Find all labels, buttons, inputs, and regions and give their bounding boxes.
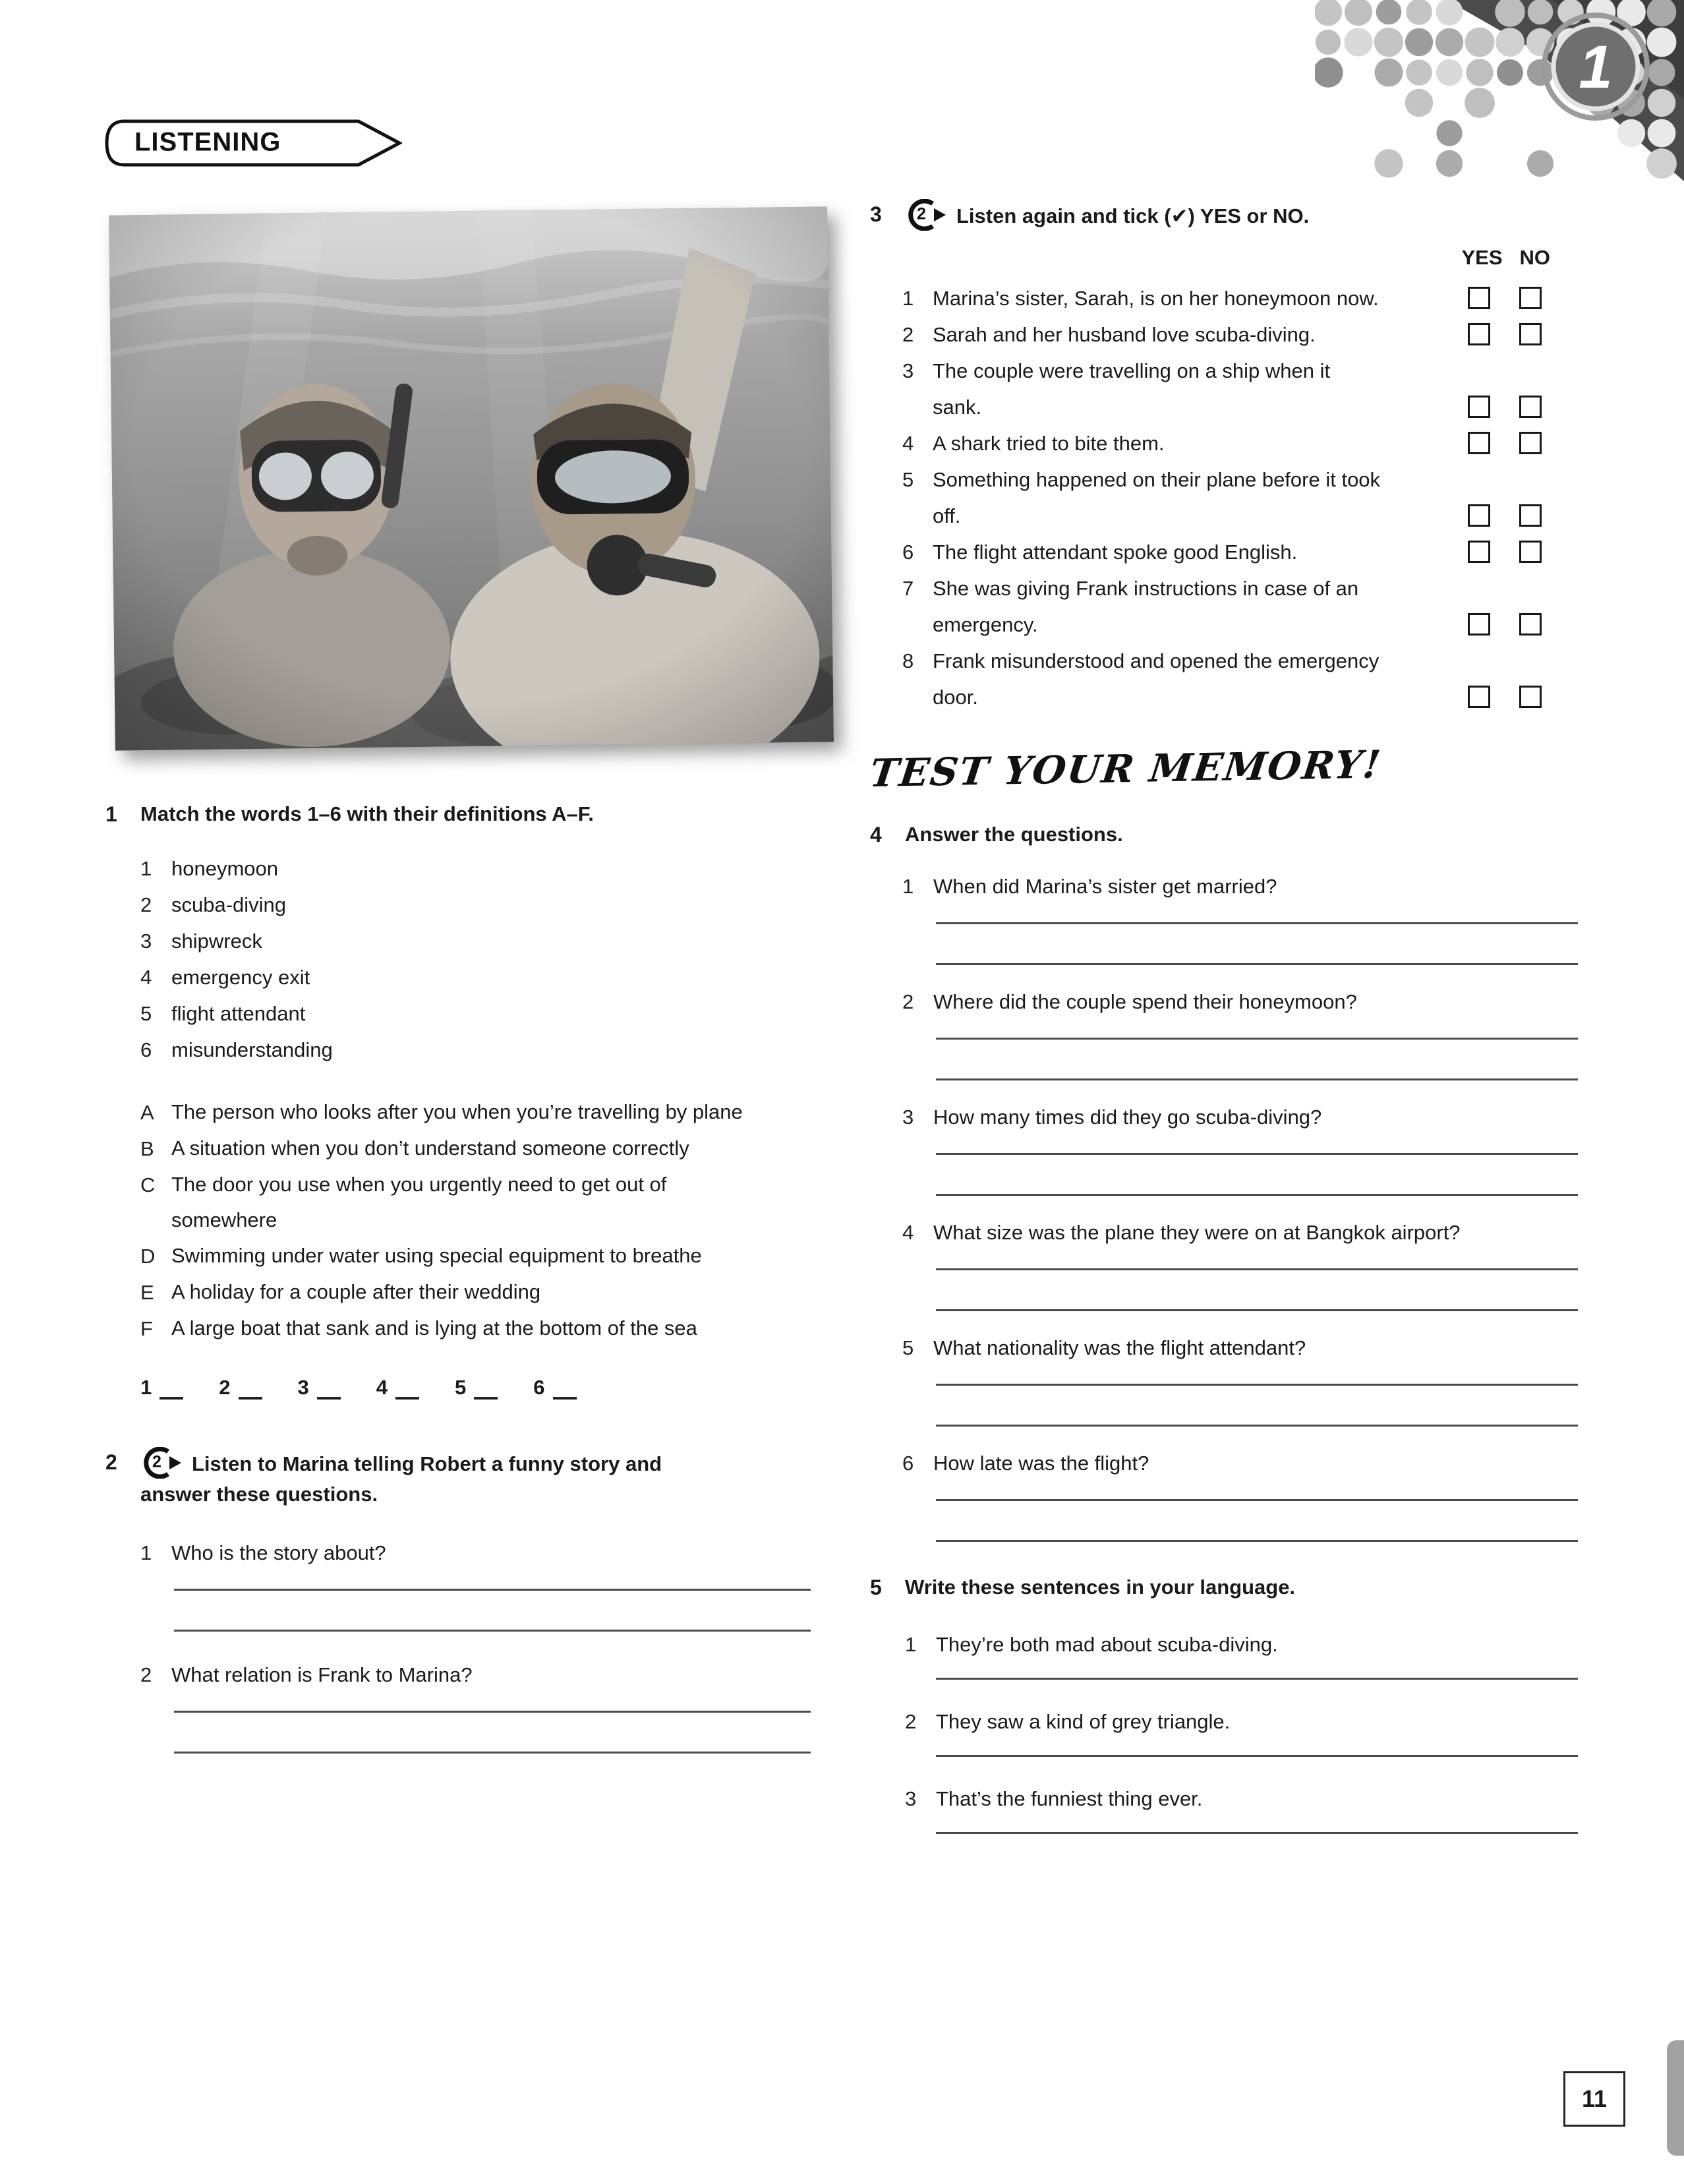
answer-slot xyxy=(140,1376,183,1400)
question-block xyxy=(870,868,1583,965)
answer-slot xyxy=(219,1376,262,1400)
question xyxy=(870,1445,1583,1481)
sentence xyxy=(870,1626,1583,1663)
yes-checkbox[interactable] xyxy=(1468,323,1490,345)
exercise-number: 1 xyxy=(105,802,117,826)
question-number: 5 xyxy=(902,1336,914,1359)
answer-blank[interactable] xyxy=(160,1377,183,1400)
page-edge-tab xyxy=(1667,2040,1684,2156)
question-block xyxy=(870,1214,1583,1311)
exercise-4 xyxy=(870,819,1583,1542)
answer-line[interactable] xyxy=(936,904,1578,924)
question-text: What nationality was the flight attendant? xyxy=(933,1336,1306,1359)
no-checkbox[interactable] xyxy=(1519,504,1542,527)
sentence xyxy=(870,1703,1583,1740)
checkbox-pair xyxy=(1468,504,1542,534)
answer-blank[interactable] xyxy=(395,1377,419,1400)
word-item xyxy=(105,995,816,1032)
exercise3-header xyxy=(870,199,1583,231)
section-title-banner xyxy=(104,119,402,167)
yes-no-item xyxy=(870,570,1583,643)
question xyxy=(870,1099,1583,1135)
item-text: Marina’s sister, Sarah, is on her honeymoon now. xyxy=(933,287,1379,310)
underwater-selfie-illustration xyxy=(109,206,834,750)
left-column xyxy=(105,799,816,1754)
sentence-text: They saw a kind of grey triangle. xyxy=(936,1710,1231,1733)
item-number: 1 xyxy=(902,287,914,310)
definition-item xyxy=(105,1167,816,1238)
no-checkbox[interactable] xyxy=(1519,287,1542,309)
question xyxy=(870,1214,1583,1251)
slot-number: 6 xyxy=(533,1376,545,1399)
word-text: emergency exit xyxy=(171,966,310,989)
question-number: 2 xyxy=(902,990,914,1013)
yes-checkbox[interactable] xyxy=(1468,287,1490,309)
no-checkbox[interactable] xyxy=(1519,396,1542,418)
question-text: What relation is Frank to Marina? xyxy=(171,1663,473,1686)
item-text: The couple were travelling on a ship when it sank. xyxy=(933,359,1331,419)
yes-no-list xyxy=(870,280,1583,715)
definition-letter: D xyxy=(140,1245,156,1268)
question-number: 3 xyxy=(902,1106,914,1129)
slot-number: 5 xyxy=(455,1376,467,1399)
sentence xyxy=(870,1781,1583,1817)
yes-no-item xyxy=(870,280,1583,316)
answer-line[interactable] xyxy=(174,1591,811,1632)
exercise-title xyxy=(140,1447,734,1510)
question-text: How many times did they go scuba-diving? xyxy=(933,1106,1322,1129)
answer-line[interactable] xyxy=(936,924,1578,965)
question-block xyxy=(105,1535,816,1632)
sentence-block xyxy=(870,1626,1583,1680)
question xyxy=(105,1657,816,1693)
answer-line[interactable] xyxy=(936,1501,1578,1542)
unit-number-badge xyxy=(1544,15,1647,118)
slot-number: 1 xyxy=(140,1376,152,1399)
word-item xyxy=(105,850,816,887)
exercise-title: Answer the questions. xyxy=(905,823,1123,846)
answer-line[interactable] xyxy=(174,1571,811,1591)
yes-checkbox[interactable] xyxy=(1468,396,1490,418)
item-number: 3 xyxy=(902,359,914,382)
answer-line[interactable] xyxy=(936,1155,1578,1196)
definition-letter: F xyxy=(140,1317,153,1340)
word-number: 5 xyxy=(140,1002,152,1025)
definition-item xyxy=(105,1311,816,1347)
right-column xyxy=(867,199,1583,1834)
section-title: LISTENING xyxy=(134,127,281,157)
yes-no-column-headers xyxy=(870,245,1550,271)
item-text: A shark tried to bite them. xyxy=(933,432,1165,455)
item-number: 5 xyxy=(902,468,914,491)
question-number: 1 xyxy=(902,875,914,898)
question-number: 4 xyxy=(902,1221,914,1244)
exercise-5 xyxy=(870,1572,1583,1834)
item-number: 4 xyxy=(902,432,914,455)
item-text: Frank misunderstood and opened the emergency door. xyxy=(933,649,1379,709)
question-block xyxy=(870,1445,1583,1542)
word-text: scuba-diving xyxy=(171,893,287,916)
question-block xyxy=(870,1330,1583,1427)
slot-number: 4 xyxy=(376,1376,388,1399)
question-block xyxy=(870,984,1583,1080)
item-number: 8 xyxy=(902,649,914,672)
exercise4-header xyxy=(870,819,1583,850)
definition-list xyxy=(105,1094,816,1347)
unit-number: 1 xyxy=(1579,34,1613,101)
sentence-text: They’re both mad about scuba-diving. xyxy=(936,1633,1278,1656)
answer-line[interactable] xyxy=(936,1040,1578,1080)
item-text: She was giving Frank instructions in case of an emergency. xyxy=(933,577,1359,636)
sentence-block xyxy=(870,1703,1583,1757)
answer-blank[interactable] xyxy=(239,1377,262,1400)
definition-text: A large boat that sank and is lying at the bottom of the sea xyxy=(171,1316,697,1340)
yes-no-item xyxy=(870,316,1583,353)
word-text: honeymoon xyxy=(171,857,279,880)
audio-track-number: 2 xyxy=(152,1452,161,1471)
audio-track-icon xyxy=(905,199,948,231)
yes-no-item xyxy=(870,643,1583,715)
no-checkbox[interactable] xyxy=(1519,432,1542,454)
answer-slot xyxy=(533,1376,576,1400)
item-text: Something happened on their plane before it took off. xyxy=(933,468,1381,527)
word-number: 4 xyxy=(140,966,152,989)
word-number: 3 xyxy=(140,930,152,953)
answer-slot xyxy=(298,1376,341,1400)
definition-letter: E xyxy=(140,1281,154,1304)
checkbox-pair xyxy=(1468,686,1542,715)
exercise-title: Match the words 1–6 with their definitions A–F. xyxy=(140,802,594,825)
definition-letter: A xyxy=(140,1101,154,1124)
word-item xyxy=(105,959,816,995)
no-checkbox[interactable] xyxy=(1519,323,1542,345)
word-text: flight attendant xyxy=(171,1002,306,1025)
audio-track-icon xyxy=(140,1447,184,1479)
definition-text: The person who looks after you when you’re travelling by plane xyxy=(171,1100,743,1123)
word-text: shipwreck xyxy=(171,930,262,953)
exercise2-header xyxy=(105,1447,816,1510)
word-text: misunderstanding xyxy=(171,1038,333,1061)
corner-decoration xyxy=(1315,0,1684,198)
definition-text: A situation when you don’t understand someone correctly xyxy=(171,1136,689,1160)
sentence-block xyxy=(870,1781,1583,1834)
checkbox-pair xyxy=(1468,287,1542,316)
yes-column-label: YES xyxy=(1461,246,1503,269)
definition-item xyxy=(105,1238,816,1274)
answer-slot xyxy=(455,1376,498,1400)
item-text: Sarah and her husband love scuba-diving. xyxy=(933,323,1316,346)
definition-text: Swimming under water using special equipment to breathe xyxy=(171,1244,702,1267)
no-checkbox[interactable] xyxy=(1519,541,1542,563)
answer-line[interactable] xyxy=(936,1663,1578,1680)
definition-item xyxy=(105,1131,816,1167)
question-number: 6 xyxy=(902,1452,914,1475)
answer-line[interactable] xyxy=(936,1366,1578,1386)
question-text: Where did the couple spend their honeymoon? xyxy=(933,990,1357,1013)
exercise-number: 2 xyxy=(105,1450,117,1474)
no-checkbox[interactable] xyxy=(1519,613,1542,635)
sentence-text: That’s the funniest thing ever. xyxy=(936,1787,1203,1810)
answer-slot xyxy=(376,1376,419,1400)
question xyxy=(105,1535,816,1571)
answer-line[interactable] xyxy=(936,1481,1578,1501)
yes-checkbox[interactable] xyxy=(1468,686,1490,708)
item-number: 2 xyxy=(902,323,914,346)
word-number: 6 xyxy=(140,1038,152,1061)
exercise1-header xyxy=(105,799,816,829)
exercise-title-text: Listen again and tick (✔) YES or NO. xyxy=(956,204,1310,227)
checkbox-pair xyxy=(1468,432,1542,461)
answer-line[interactable] xyxy=(174,1713,811,1754)
definition-letter: C xyxy=(140,1173,156,1196)
yes-checkbox[interactable] xyxy=(1468,504,1490,527)
sentence-number: 3 xyxy=(905,1787,917,1810)
exercise-title xyxy=(905,199,1564,231)
answer-line[interactable] xyxy=(936,1270,1578,1311)
word-list xyxy=(105,850,816,1068)
definition-letter: B xyxy=(140,1137,154,1160)
word-item xyxy=(105,887,816,923)
answer-line[interactable] xyxy=(936,1020,1578,1040)
question-text: How late was the flight? xyxy=(933,1452,1149,1475)
answer-line[interactable] xyxy=(936,1251,1578,1270)
exercise-1 xyxy=(105,799,816,1400)
item-text: The flight attendant spoke good English. xyxy=(933,541,1298,564)
checkbox-pair xyxy=(1468,396,1542,425)
question xyxy=(870,984,1583,1020)
no-checkbox[interactable] xyxy=(1519,686,1542,708)
page-number: 11 xyxy=(1563,2071,1625,2127)
yes-checkbox[interactable] xyxy=(1468,432,1490,454)
answer-line[interactable] xyxy=(936,1135,1578,1155)
question-block xyxy=(870,1099,1583,1196)
answer-line[interactable] xyxy=(174,1693,811,1713)
exercise-number: 3 xyxy=(870,202,882,226)
audio-track-number: 2 xyxy=(917,204,926,223)
sentence-number: 1 xyxy=(905,1633,917,1656)
exercise5-header xyxy=(870,1572,1583,1603)
checkbox-pair xyxy=(1468,323,1542,353)
answer-blank[interactable] xyxy=(474,1377,498,1400)
yes-checkbox[interactable] xyxy=(1468,541,1490,563)
slot-number: 2 xyxy=(219,1376,231,1399)
answer-blank[interactable] xyxy=(553,1377,577,1400)
checkbox-pair xyxy=(1468,541,1542,570)
word-number: 2 xyxy=(140,893,152,916)
item-number: 6 xyxy=(902,541,914,564)
answer-line[interactable] xyxy=(936,1740,1578,1757)
question-block xyxy=(105,1657,816,1754)
yes-no-item xyxy=(870,425,1583,461)
yes-checkbox[interactable] xyxy=(1468,613,1490,635)
question-text: Who is the story about? xyxy=(171,1541,386,1564)
answer-line[interactable] xyxy=(936,1386,1578,1427)
definition-item xyxy=(105,1274,816,1311)
test-your-memory-heading: TEST YOUR MEMORY! xyxy=(867,742,1384,796)
answer-blank[interactable] xyxy=(317,1377,341,1400)
exercise-title-text: Listen to Marina telling Robert a funny story and answer these questions. xyxy=(140,1452,662,1506)
word-item xyxy=(105,923,816,959)
answer-line[interactable] xyxy=(936,1817,1578,1834)
no-column-label: NO xyxy=(1519,246,1550,269)
definition-text: A holiday for a couple after their wedding xyxy=(171,1280,541,1303)
yes-no-item xyxy=(870,461,1583,534)
exercise-title: Write these sentences in your language. xyxy=(905,1576,1296,1599)
word-item xyxy=(105,1032,816,1068)
question-text: When did Marina’s sister get married? xyxy=(933,875,1277,898)
exercise-3 xyxy=(870,199,1583,715)
definition-text: The door you use when you urgently need to get out of somewhere xyxy=(171,1173,667,1231)
snorkeling-photo xyxy=(109,206,834,750)
item-number: 7 xyxy=(902,577,914,600)
question xyxy=(870,1330,1583,1366)
yes-no-item xyxy=(870,353,1583,425)
exercise-2 xyxy=(105,1447,816,1754)
exercise-number: 4 xyxy=(870,823,882,846)
question xyxy=(870,868,1583,904)
definition-item xyxy=(105,1094,816,1131)
question-text: What size was the plane they were on at Bangkok airport? xyxy=(933,1221,1461,1244)
question-number: 2 xyxy=(140,1663,152,1686)
yes-no-item xyxy=(870,534,1583,570)
word-number: 1 xyxy=(140,857,152,880)
sentence-number: 2 xyxy=(905,1710,917,1733)
matching-answer-row xyxy=(140,1376,816,1400)
question-number: 1 xyxy=(140,1541,152,1564)
checkbox-pair xyxy=(1468,613,1542,643)
exercise-number: 5 xyxy=(870,1576,882,1599)
slot-number: 3 xyxy=(297,1376,309,1399)
